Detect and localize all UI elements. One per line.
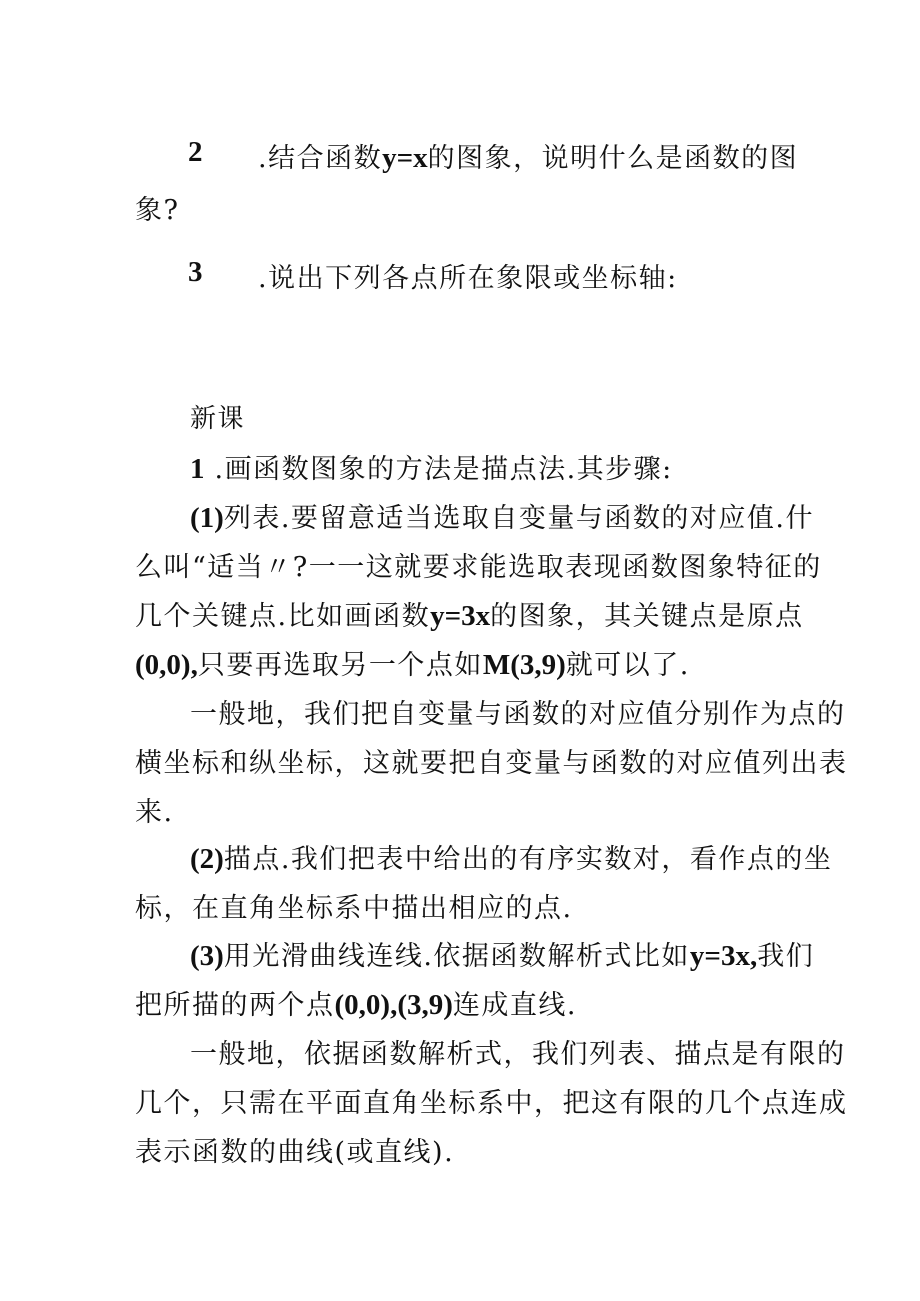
step-2-line-2: 标，在直角坐标系中描出相应的点.	[135, 893, 573, 924]
step-3-text-1a: 用光滑曲线连线.依据函数解析式比如	[223, 941, 690, 972]
paragraph-2-line-3: 表示函数的曲线(或直线).	[135, 1137, 455, 1168]
step-1-origin-point: (0,0),	[135, 649, 198, 681]
step-3-text-1b: 我们	[757, 941, 815, 972]
step-1-text-1: 列表.要留意适当选取自变量与函数的对应值.什	[223, 503, 814, 534]
step-3-line-2	[135, 983, 577, 1022]
section-heading: 新课	[190, 404, 246, 434]
question-3-number: 3	[188, 256, 203, 288]
step-1-line-3	[135, 594, 804, 633]
question-2-tail: 的图象，说明什么是函数的图	[427, 143, 799, 174]
step-2-line-1	[190, 837, 832, 876]
step-1-text-3a: 几个关键点.比如画函数	[135, 601, 431, 632]
step-1-line-1	[190, 496, 814, 535]
step-3-equation: y=3x,	[689, 940, 758, 972]
paragraph-1-line-2: 横坐标和纵坐标，这就要把自变量与函数的对应值列出表	[135, 748, 848, 779]
paragraph-1-line-3: 来.	[135, 797, 174, 828]
paragraph-2-line-2: 几个，只需在平面直角坐标系中，把这有限的几个点连成	[135, 1088, 848, 1119]
question-2-number: 2	[188, 136, 203, 168]
step-1-text-3b: 的图象，其关键点是原点	[490, 601, 804, 632]
question-2-lead: .结合函数	[258, 143, 383, 174]
question-2-line-2: 象?	[135, 195, 180, 226]
step-3-label: (3)	[190, 940, 224, 972]
question-3-text: .说出下列各点所在象限或坐标轴:	[258, 263, 678, 294]
question-2-line-1	[258, 136, 798, 175]
item-1-text: .画函数图象的方法是描点法.其步骤:	[214, 454, 673, 485]
step-1-label: (1)	[190, 502, 224, 534]
item-1-line	[190, 447, 673, 486]
step-1-equation: y=3x	[430, 600, 491, 632]
step-1-line-2: 么叫“适当〃?一一这就要求能选取表现函数图象特征的	[135, 552, 822, 583]
step-3-text-2b: 连成直线.	[452, 990, 577, 1021]
step-3-text-2a: 把所描的两个点	[135, 990, 335, 1021]
paragraph-1-line-1: 一般地，我们把自变量与函数的对应值分别作为点的	[190, 699, 846, 730]
item-1-number: 1	[190, 453, 205, 485]
paragraph-2-line-1: 一般地，依据函数解析式，我们列表、描点是有限的	[190, 1039, 846, 1070]
step-1-text-4a: 只要再选取另一个点如	[197, 650, 483, 681]
step-2-label: (2)	[190, 843, 224, 875]
step-1-point-m: M(3,9)	[482, 649, 566, 681]
step-3-line-1	[190, 934, 814, 973]
step-2-text-1: 描点.我们把表中给出的有序实数对，看作点的坐	[223, 844, 833, 875]
step-1-text-4b: 就可以了.	[565, 650, 690, 681]
step-1-line-4	[135, 643, 690, 682]
question-2-equation: y=x	[382, 142, 428, 174]
step-3-points: (0,0),(3,9)	[334, 989, 453, 1021]
